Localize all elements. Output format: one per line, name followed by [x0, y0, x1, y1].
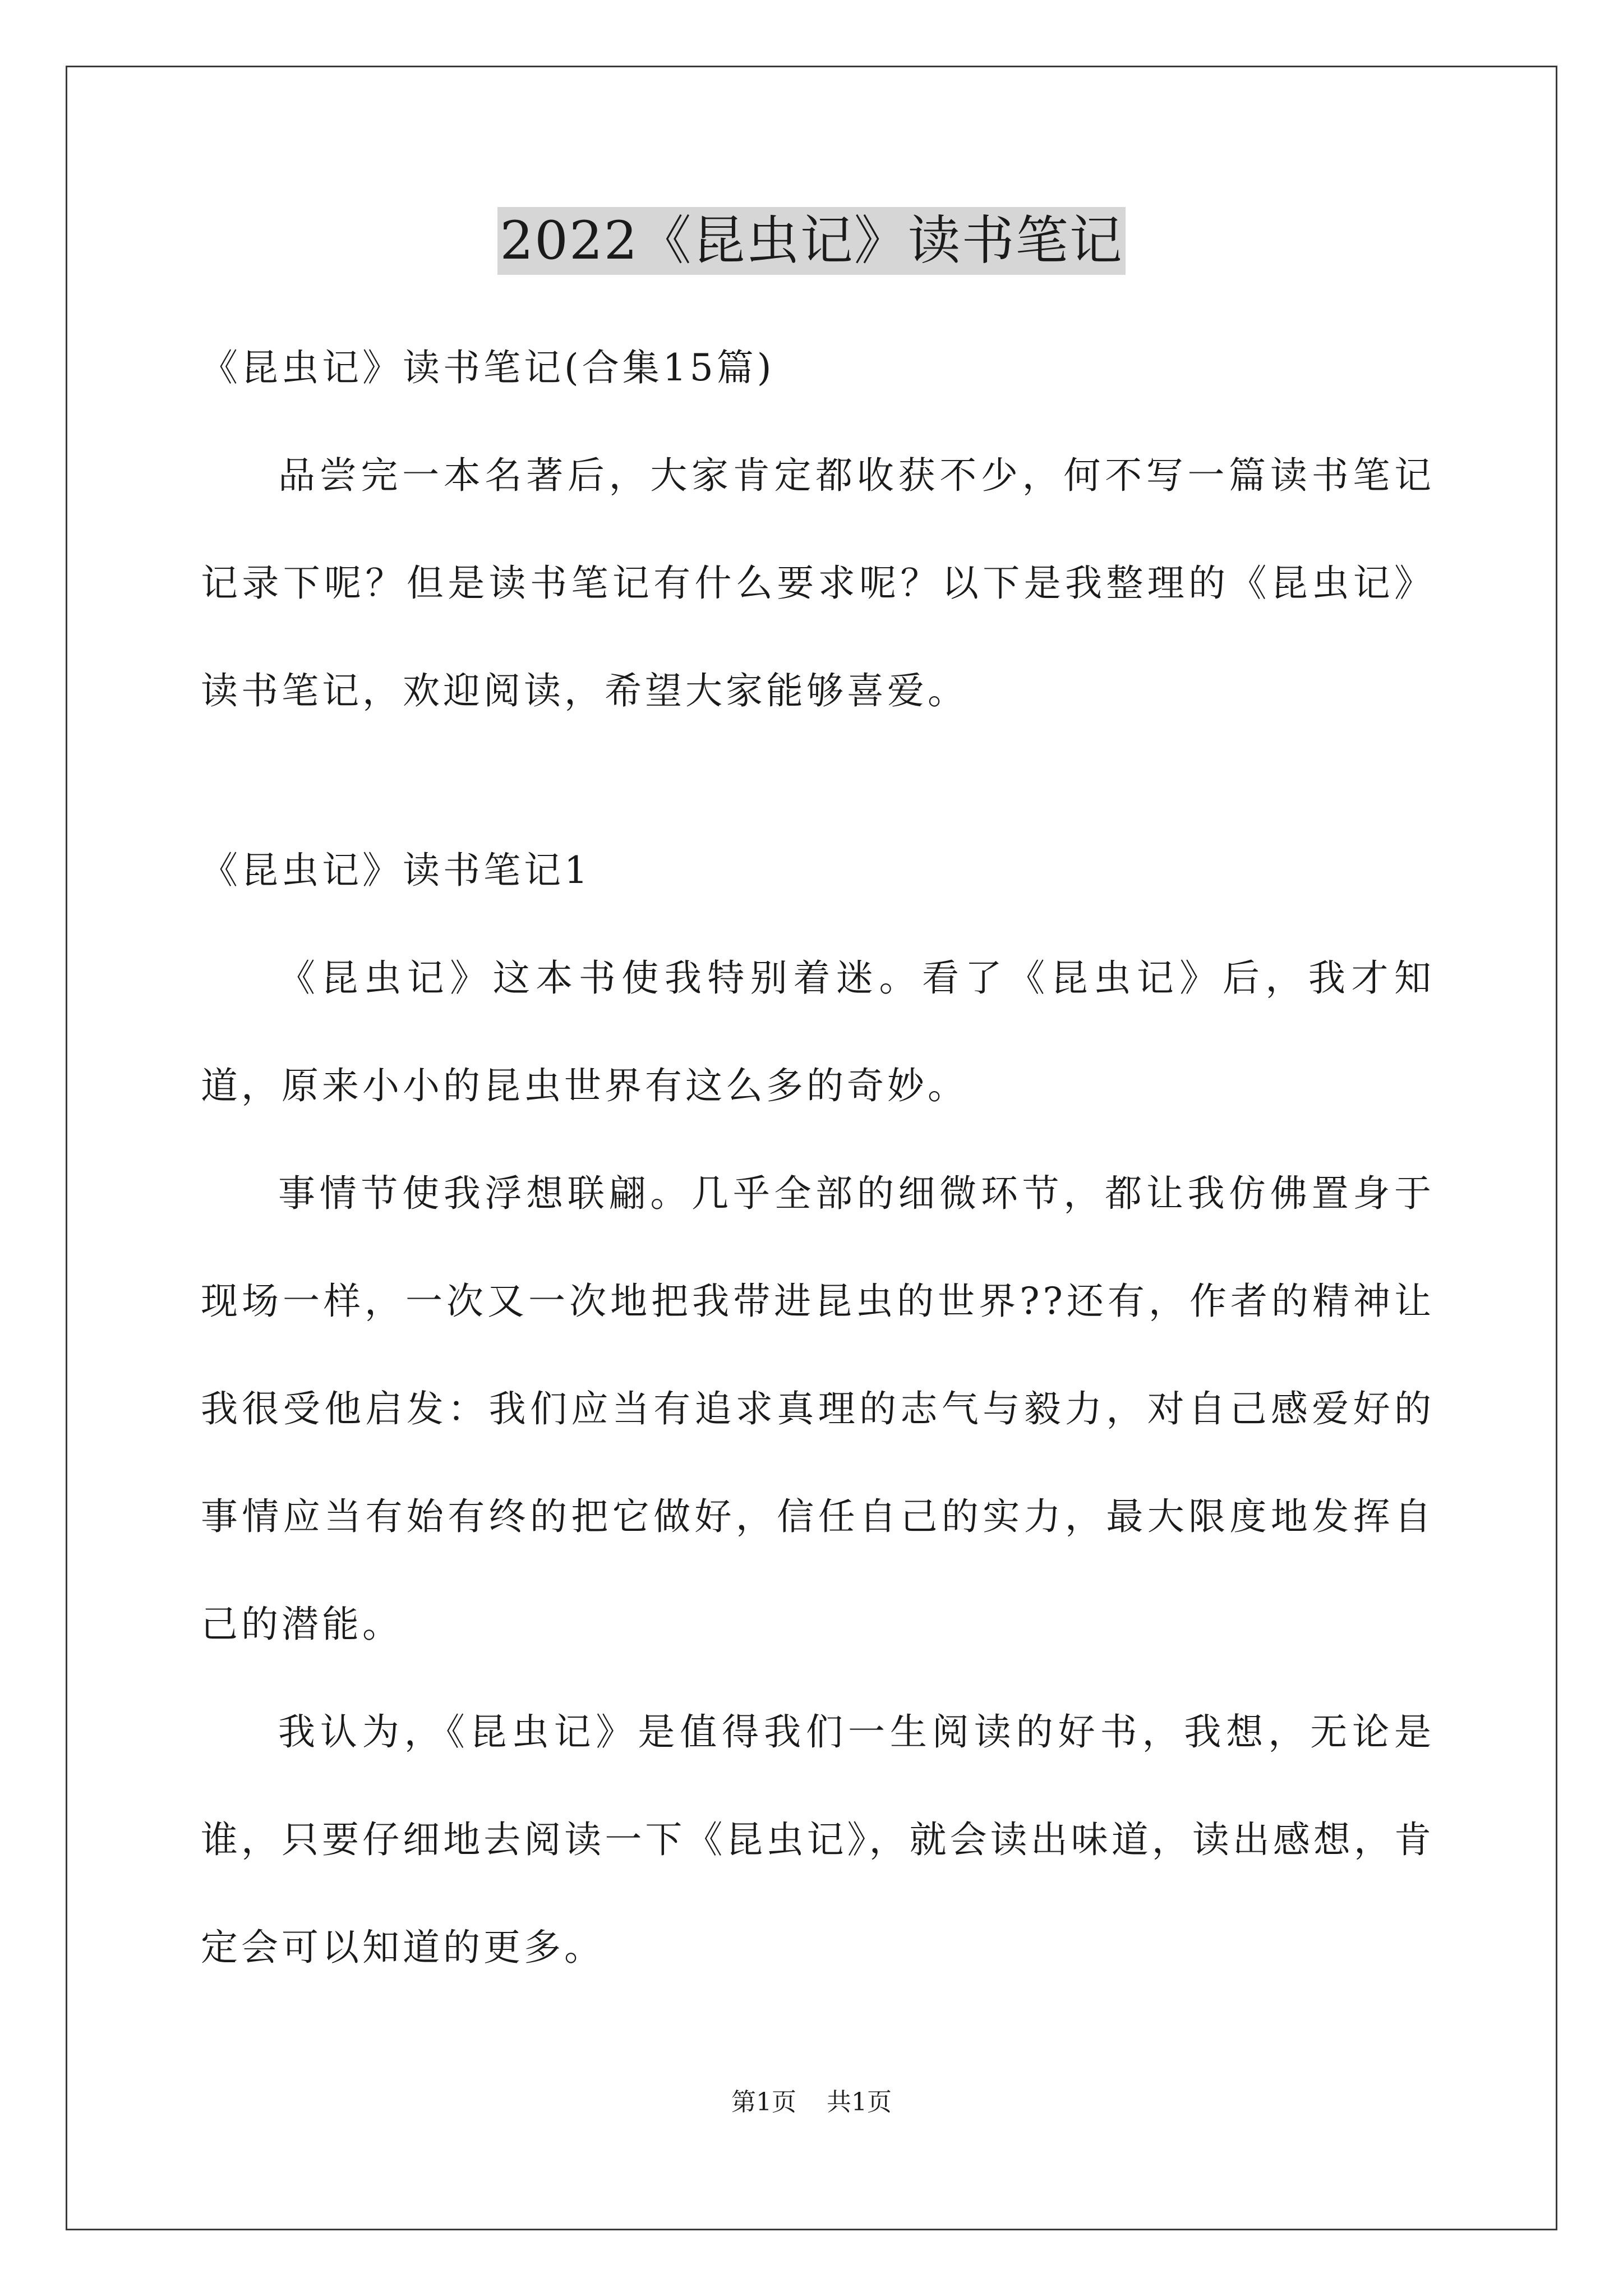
- document-title: [0, 202, 1623, 280]
- body-paragraph: 事情节使我浮想联翩。几乎全部的细微环节，都让我仿佛置身于现场一样，一次又一次地把我带进昆虫的世界??还有，作者的精神让我很受他启发：我们应当有追求真理的志气与毅力，对自己感爱好的事情应当有始有终的把它做好，信任自己的实力，最大限度地发挥自己的潜能。: [201, 1172, 1435, 1646]
- body-paragraph: 我认为，《昆虫记》是值得我们一生阅读的好书，我想，无论是谁，只要仔细地去阅读一下《昆虫记》，就会读出味道，读出感想，肯定会可以知道的更多。: [201, 1710, 1435, 1969]
- section-heading: 《昆虫记》读书笔记1: [201, 849, 591, 892]
- section-spacer: [201, 745, 1435, 817]
- body-paragraph: 《昆虫记》这本书使我特别着迷。看了《昆虫记》后，我才知道，原来小小的昆虫世界有这么多的奇妙。: [201, 956, 1435, 1107]
- intro-paragraph: 品尝完一本名著后，大家肯定都收获不少，何不写一篇读书笔记记录下呢？但是读书笔记有什么要求呢？以下是我整理的《昆虫记》读书笔记，欢迎阅读，希望大家能够喜爱。: [201, 454, 1435, 712]
- page-number-total: 共1页: [827, 2088, 892, 2116]
- collection-subtitle: 《昆虫记》读书笔记(合集15篇): [201, 346, 775, 389]
- document-title-text: 2022《昆虫记》读书笔记: [497, 207, 1125, 275]
- page-number-current: 第1页: [731, 2088, 796, 2116]
- document-body: [201, 314, 1435, 2001]
- page-footer: [0, 2086, 1623, 2119]
